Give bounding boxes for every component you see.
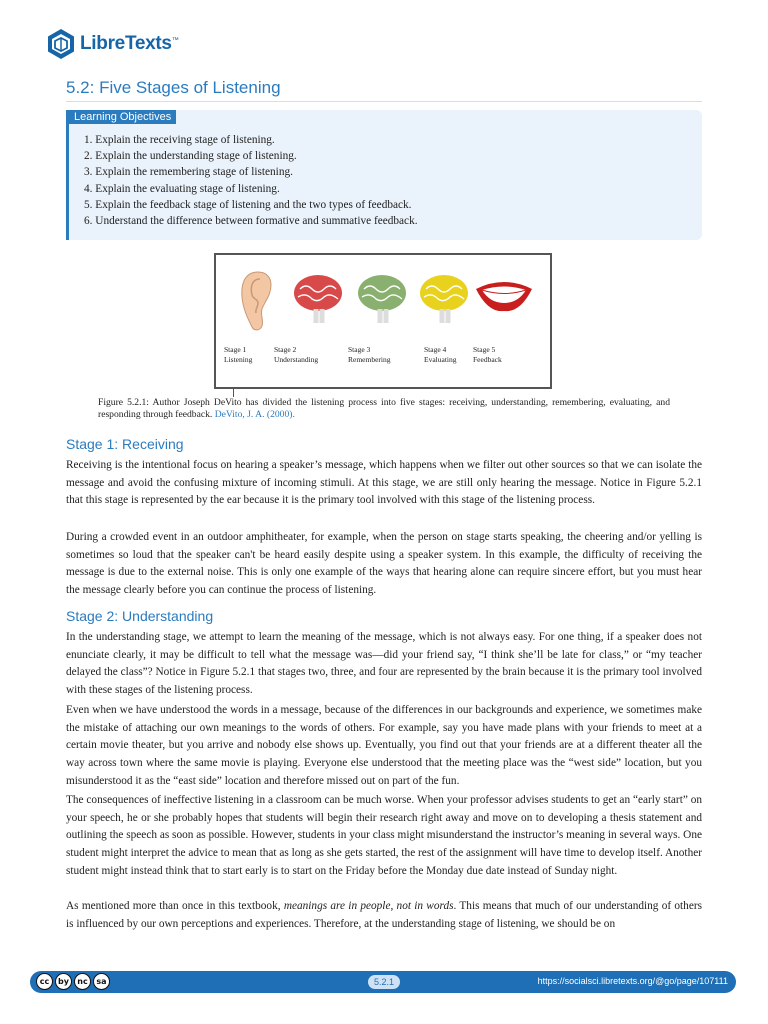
stage-4-caption [424,345,457,365]
page-url-link[interactable]: https://socialsci.libretexts.org/@go/page/107111 [537,976,728,986]
devito-citation-link[interactable]: DeVito, J. A. (2000). [214,409,295,420]
objective-item: 2. Explain the understanding stage of listening. [84,150,297,163]
caption-text: Figure 5.2.1: Author Joseph DeVito has divided the listening process into five stages: receiving, understanding, remembering, evaluating, and responding through feedback. [98,397,670,420]
stage-1-paragraph-2: During a crowded event in an outdoor amphitheater, for example, when the person on stage starts speaking, the cheering and/or yelling is sometimes so loud that the speaker can't be heard easily despite using a speaker system. In this example, the difficulty of receiving the message is due to the external noise. This is only one example of the ways that hearing alone can require sincere effort, but you must hear the message clearly before you can continue the process of listening. [66,531,702,597]
stage-2-caption [274,345,318,365]
sa-icon: sa [93,973,110,990]
paragraph-4-start: As mentioned more than once in this textbook, [66,900,284,912]
stage-4-name: Evaluating [424,355,457,364]
logo-text: LibreTexts [80,33,172,54]
paragraph-4-emphasis: meanings are in people, not in words [283,900,454,912]
stage-1-number: Stage 1 [224,345,247,354]
page-number: 5.2.1 [368,975,400,989]
mouth-icon [474,279,534,313]
nc-icon: nc [74,973,91,990]
page-title: 5.2: Five Stages of Listening [66,78,281,97]
ear-icon [238,269,274,333]
stage-3-name: Remembering [348,355,391,364]
libretexts-logo[interactable] [46,27,179,61]
stage-2-number: Stage 2 [274,345,297,354]
stage-2-heading: Stage 2: Understanding [66,608,214,624]
objective-item: 3. Explain the remembering stage of listening. [84,166,293,179]
libretexts-hexagon-icon [46,28,76,60]
stage-3-caption [348,345,391,365]
stage-3-number: Stage 3 [348,345,371,354]
figure-pointer-line [233,389,234,397]
stage-5-name: Feedback [473,355,502,364]
stage-5-caption [473,345,502,365]
license-badge[interactable] [36,973,110,991]
brain-evaluating-icon [418,273,470,327]
objective-item: 6. Understand the difference between formative and summative feedback. [84,215,418,228]
stage-2-paragraph-1: In the understanding stage, we attempt to learn the meaning of the message, which is not always easy. For one thing, if a speaker does not enunciate clearly, it may be difficult to tell what the message was—did your friend say, “I think she’ll be late for class,” or “my teacher delayed the class”? Notice in Figure 5.2.1 that stages two, three, and four are represented by the brain because it is the primary tool involved with these stages of the listening process. [66,631,702,697]
objective-item: 4. Explain the evaluating stage of listening. [84,182,280,195]
stage-2-paragraph-3: The consequences of ineffective listening in a classroom can be much worse. When your professor advises students to get an “early start” on your speech, he or she probably hopes that students will begin their research right away and move on to developing a thesis statement and outlining the speech as soon as possible. However, students in your class might misunderstand the instructor’s meaning in several ways. One student might interpret the advice to mean that as long as she gets started, the rest of the assignment will have time to develop itself. Another student might instead think that to start early is to start on the Friday before the Monday due date instead of Sunday night. [66,794,702,877]
learning-objectives-box [66,110,702,240]
cc-icon: cc [36,973,53,990]
learning-objectives-label: Learning Objectives [69,110,176,124]
stage-1-name: Listening [224,355,253,364]
objective-item: 1. Explain the receiving stage of listening. [84,134,275,146]
stage-2-name: Understanding [274,355,319,364]
brain-understanding-icon [292,273,344,327]
objective-item: 5. Explain the feedback stage of listening and the two types of feedback. [84,198,412,211]
stage-4-number: Stage 4 [424,345,447,354]
title-divider [66,101,702,102]
figure-caption [98,397,670,421]
objectives-list [84,132,418,229]
paragraph-4-end: . This means that much of our understanding of others is influenced by our own perceptions and experiences. Therefore, at the understanding stage of listening, we should be on [66,900,702,930]
brain-remembering-icon [356,273,408,327]
listening-stages-figure [214,253,552,389]
stage-5-number: Stage 5 [473,345,496,354]
stage-1-paragraph-1: Receiving is the intentional focus on hearing a speaker’s message, which happens when we filter out other sources so that we can isolate the message and avoid the confusing mixture of incoming stimuli. At this stage, we are still only hearing the message. Notice in Figure 5.2.1 that this stage is represented by the ear because it is the primary tool involved with this stage of the listening process. [66,459,702,507]
page-footer [30,971,736,993]
by-icon: by [55,973,72,990]
logo-trademark: ™ [171,36,179,44]
stage-1-caption [224,345,252,365]
stage-2-paragraph-2: Even when we have understood the words in a message, because of the differences in our backgrounds and experience, we sometimes make the mistake of attaching our own meanings to the words of others. For example, say you have made plans with your friends to meet at a certain movie theater, but you arrive and nobody else shows up. Eventually, you find out that your friends are at a different theater all the way across town where the same movie is playing. Everyone else understood that the meeting place was the “west side” location, but you misunderstood it as the “east side” location and therefore missed out on part of the fun. [66,704,702,787]
stage-2-paragraph-4 [66,898,702,933]
stage-1-heading: Stage 1: Receiving [66,436,184,452]
